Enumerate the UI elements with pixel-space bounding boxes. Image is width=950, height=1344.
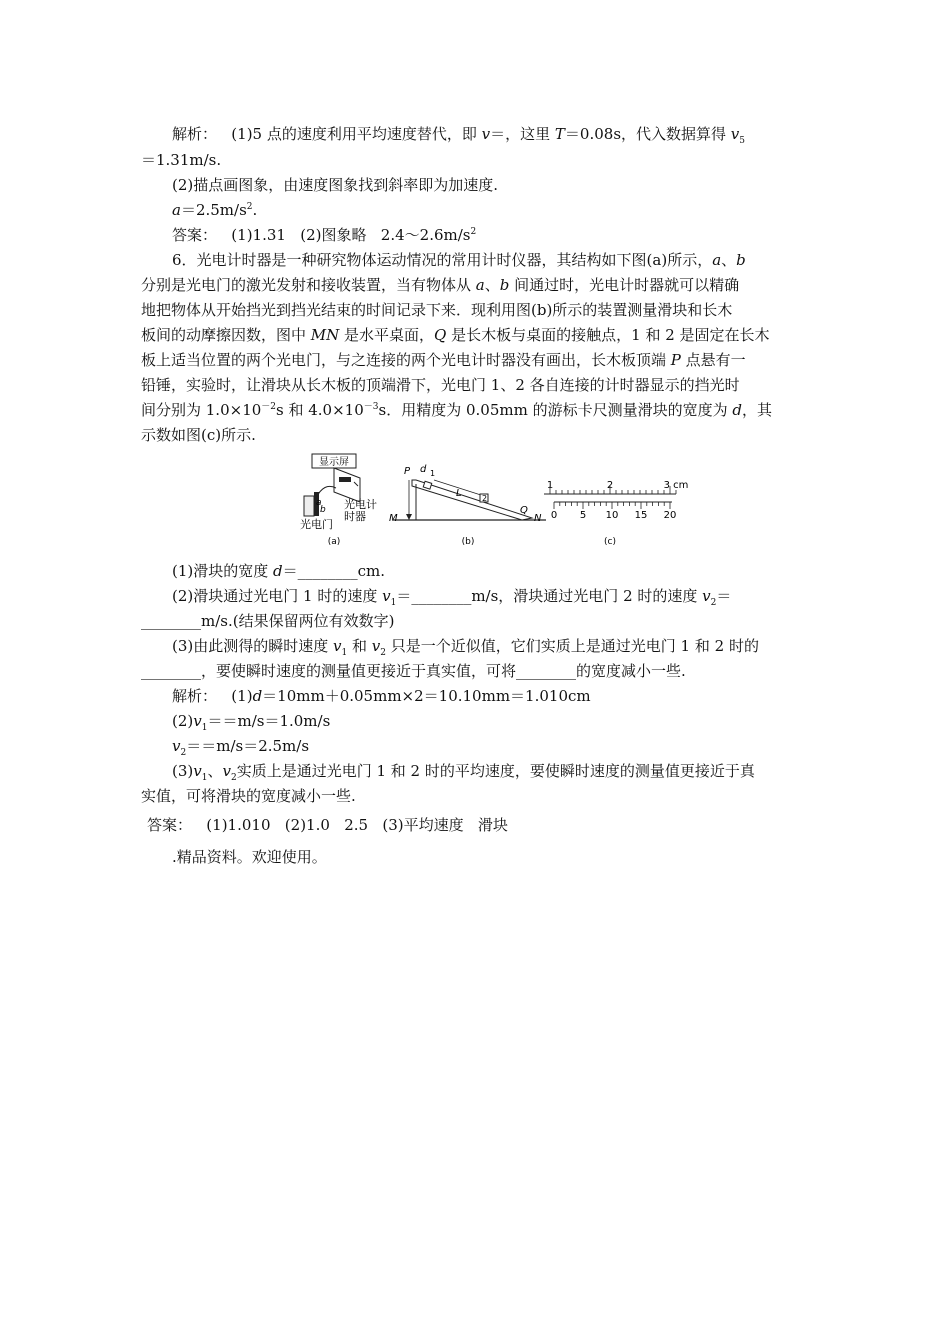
timer-display	[339, 477, 351, 482]
label-gate-1: 1	[430, 469, 436, 478]
plumb-bob	[406, 514, 412, 520]
vernier-scale-label: 0	[550, 510, 558, 521]
photogate-label: 光电门	[300, 518, 333, 531]
figure-c	[544, 480, 688, 547]
problem-text: 6．光电计时器是一种研究物体运动情况的常用计时仪器，其结构如下图(a)所示，a、b	[172, 251, 746, 269]
question-2: (2)滑块通过光电门 1 时的速度 $v_1=\_\_\_\_\_\_\_\_m/s$，滑块通过光电门 2 时的速度 $v_2=$	[172, 587, 732, 608]
question-3: (3)由此测得的瞬时速度 $v_1$ 和 $v_2$ 只是一个近似值，它们实质上是通过光电门 1 和 2 时的	[172, 637, 759, 658]
question-1: (1)滑块的宽度 d＝________cm.	[172, 562, 386, 580]
caption-b: (b)	[461, 537, 475, 547]
vernier-scale-label: 10	[605, 510, 619, 521]
analysis-line: ＝1.31m/s.	[141, 151, 222, 169]
analysis-line: $(2)v_1==m/s=1.0m/s$	[172, 712, 331, 733]
problem-text: 间分别为 $1.0\times 10^{-2}s$ 和 $4.0\times 10^{-3}s$．用精度为 0.05mm 的游标卡尺测量滑块的宽度为 d，其	[141, 401, 772, 419]
vernier-scale-label: 20	[663, 510, 677, 521]
question-3-cont: ________，要使瞬时速度的测量值更接近于真实值，可将________的宽度减小一些.	[141, 662, 686, 680]
timer-label-2: 时器	[344, 510, 366, 523]
timer-box	[334, 468, 360, 502]
figure-a	[300, 454, 377, 547]
label-d: d	[420, 464, 427, 475]
label-M: M	[389, 513, 398, 524]
label-L: L	[456, 488, 462, 499]
display-screen-label: 显示屏	[319, 457, 349, 468]
analysis-line: $(3)v_1$、$v_2$实质上是通过光电门 1 和 2 时的平均速度，要使瞬时速度的测量值更接近于真	[172, 762, 755, 783]
question-2-cont: ________m/s.(结果保留两位有效数字)	[141, 612, 395, 630]
main-scale-label: 2	[606, 480, 614, 491]
analysis-line: $v_2==m/s=2.5m/s$	[172, 737, 310, 758]
footer-note: .精品资料。欢迎使用。	[172, 848, 327, 866]
answer-line: 答案： (1)1.31 (2)图象略 $2.4\sim 2.6m/s^2$	[172, 226, 477, 244]
analysis-line: (2)描点画图象，由速度图象找到斜率即为加速度.	[172, 176, 499, 194]
apparatus-figure	[296, 452, 696, 552]
problem-text: 分别是光电门的激光发射和接收装置，当有物体从 a、b 间通过时，光电计时器就可以精确	[141, 276, 740, 294]
vernier-scale-label: 15	[634, 510, 648, 521]
problem-text: 板间的动摩擦因数，图中 MN 是水平桌面，Q 是长木板与桌面的接触点，1 和 2 是固定在长木	[141, 326, 770, 344]
problem-text: 铅锤，实验时，让滑块从长木板的顶端滑下，光电门 1、2 各自连接的计时器显示的挡光时	[141, 376, 740, 394]
gate-label-b: b	[320, 505, 326, 515]
main-scale-label: 3 cm	[663, 480, 689, 491]
problem-text: 地把物体从开始挡光到挡光结束的时间记录下来．现利用图(b)所示的装置测量滑块和长木	[141, 301, 733, 319]
photogate-emitter	[304, 496, 314, 516]
timer-label-1: 光电计	[344, 498, 377, 511]
caption-a: (a)	[327, 537, 341, 547]
problem-text: 示数如图(c)所示.	[141, 426, 256, 444]
analysis-line: $a=2.5m/s^2$.	[172, 201, 258, 219]
main-scale-label: 1	[546, 480, 554, 491]
caption-c: (c)	[604, 537, 616, 547]
label-Q: Q	[520, 505, 528, 516]
problem-text: 板上适当位置的两个光电门，与之连接的两个光电计时器没有画出，长木板顶端 P 点悬有一	[141, 351, 746, 369]
label-gate-2: 2	[482, 494, 488, 503]
analysis-line: 解析： (1)d＝10mm＋0.05mm×2＝10.10mm＝1.010cm	[172, 687, 591, 705]
vernier-scale-label: 5	[579, 510, 587, 521]
label-N: N	[534, 513, 542, 524]
answer-line: 答案： (1)1.010 (2)1.0 2.5 (3)平均速度 滑块	[147, 816, 508, 834]
label-P: P	[404, 466, 411, 477]
gate-label-a: a	[316, 498, 322, 508]
analysis-line: 实值，可将滑块的宽度减小一些.	[141, 787, 356, 805]
figure-b	[389, 464, 546, 547]
analysis-line: 解析： (1)5 点的速度利用平均速度替代，即 v＝，这里 T＝0.08s，代入数据算得 $v_5$	[172, 125, 746, 146]
